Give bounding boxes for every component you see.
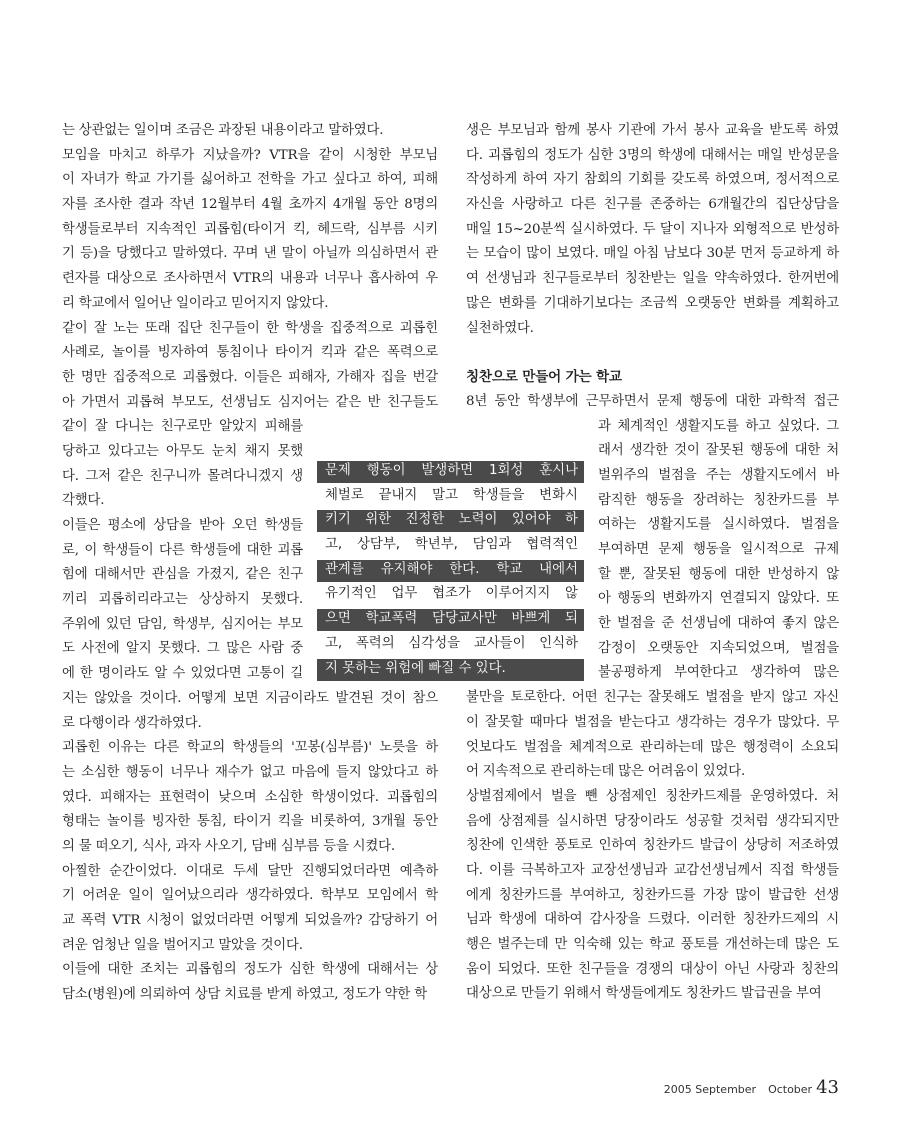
text-line: 벌위주의 벌점을 주는 생활지도에서 바 bbox=[598, 467, 839, 483]
text-line: 련자를 대상으로 조사하면서 VTR의 내용과 너무나 흡사하여 우 bbox=[62, 271, 438, 287]
text-line: 는 상관없는 일이며 조금은 과장된 내용이라고 말하였다. bbox=[62, 123, 384, 138]
text-line: 기 등)을 당했다고 말하였다. 꾸며 낸 말이 아닐까 의심하면서 관 bbox=[62, 246, 438, 262]
text-line: 교 폭력 VTR 시청이 없었더라면 어떻게 되었을까? 감당하기 어 bbox=[62, 913, 438, 928]
footer-issue-date: 2005 September bbox=[663, 1083, 757, 1096]
text-line: 힘에 대해서만 관심을 가졌지, 같은 친구 bbox=[62, 567, 303, 583]
text-line: 모임을 마치고 하루가 지났을까? VTR을 같이 시청한 부모님 bbox=[62, 147, 438, 163]
text-line: 엇보다도 벌점을 체계적으로 관리하는데 많은 행정력이 소요되 bbox=[466, 739, 839, 755]
text-line: 의 물 떠오기, 식사, 과자 사오기, 담배 심부름 등을 시켰다. bbox=[62, 838, 395, 854]
text-line: 불공평하게 부여한다고 생각하여 많은 bbox=[598, 665, 839, 681]
text-line: 에게 칭찬카드를 부여하고, 칭찬카드를 가장 많이 발급한 선생 bbox=[466, 887, 839, 903]
text-line: 사례로, 놀이를 빙자하여 통침이나 타이거 킥과 같은 폭력으로 bbox=[62, 345, 438, 361]
text-line: 많은 변화를 기대하기보다는 조금씩 오랫동안 변화를 계획하고 bbox=[466, 295, 839, 311]
text-line: 한 명만 집중적으로 괴롭혔다. 이들은 피해자, 가해자 집을 번갈 bbox=[62, 369, 438, 385]
footer-month: October bbox=[768, 1083, 813, 1096]
text-line: 도 사전에 알지 못했다. 그 많은 사람 중 bbox=[62, 641, 303, 657]
text-line: 아 행동의 변화까지 연결되지 않았다. 또 bbox=[598, 591, 839, 607]
pull-quote-line: 고, 폭력의 심각성을 교사들이 인식하 bbox=[317, 634, 584, 659]
text-line: 같이 잘 노는 또래 집단 친구들이 한 학생을 집중적으로 괴롭힌 bbox=[62, 320, 438, 336]
text-line: 8년 동안 학생부에 근무하면서 문제 행동에 대한 과학적 접근 bbox=[466, 393, 839, 409]
text-line: 에 한 명이라도 알 수 있었다면 고통이 길 bbox=[62, 666, 303, 682]
text-line: 주위에 있던 담임, 학생부, 심지어는 부모 bbox=[62, 616, 303, 632]
section-heading: 칭찬으로 만들어 가는 학교 bbox=[466, 369, 622, 386]
text-line: 담소(병원)에 의뢰하여 상담 치료를 받게 하였고, 정도가 약한 학 bbox=[62, 987, 427, 1003]
text-line: 리 학교에서 일어난 일이라고 믿어지지 않았다. bbox=[62, 295, 329, 311]
text-line: 이 자녀가 학교 가기를 싫어하고 전학을 가고 싶다고 하여, 피해 bbox=[62, 172, 438, 188]
pull-quote-line: 체벌로 끝내지 말고 학생들을 변화시 bbox=[317, 486, 584, 511]
text-line: 는 소심한 행동이 너무나 재수가 없고 마음에 들지 않았다고 하 bbox=[62, 764, 438, 780]
text-line: 음에 상점제를 실시하면 당장이라도 성공할 것처럼 생각되지만 bbox=[466, 813, 839, 829]
pull-quote-line: 으면 학교폭력 담당교사만 바쁘게 되 bbox=[317, 609, 584, 631]
pull-quote-line: 문제 행동이 발생하면 1회성 훈시나 bbox=[317, 461, 584, 483]
text-line: 칭찬에 인색한 풍토로 인하여 칭찬카드 발급이 상당히 저조하였 bbox=[466, 838, 839, 854]
text-line: 한 벌점을 준 선생님에 대하여 좋지 않은 bbox=[598, 616, 839, 632]
text-line: 같이 잘 다니는 친구로만 알았지 피해를 bbox=[62, 419, 303, 435]
text-line: 이 잘못할 때마다 벌점을 받는다고 생각하는 경우가 많았다. 무 bbox=[466, 714, 839, 730]
pull-quote-line: 관계를 유지해야 한다. 학교 내에서 bbox=[317, 560, 584, 582]
text-line: 대상으로 만들기 위해서 학생들에게도 칭찬카드 발급권을 부여 bbox=[466, 986, 822, 1002]
text-line: 학생들로부터 지속적인 괴롭힘(타이거 킥, 헤드락, 심부름 시키 bbox=[62, 221, 438, 237]
text-line: 움이 되었다. 또한 친구들을 경쟁의 대상이 아닌 사랑과 칭찬의 bbox=[466, 961, 839, 977]
text-line: 자를 조사한 결과 작년 12월부터 4월 초까지 4개월 동안 8명의 bbox=[62, 197, 438, 213]
right-column-top bbox=[466, 119, 839, 341]
text-line: 아찔한 순간이었다. 이대로 두세 달만 진행되었더라면 예측하 bbox=[62, 863, 438, 879]
text-line: 부여하면 문제 행동을 일시적으로 규제 bbox=[598, 542, 839, 557]
text-line: 이들은 평소에 상담을 받아 오던 학생들 bbox=[62, 518, 303, 533]
text-line: 님과 학생에 대하여 감사장을 드렸다. 이러한 칭찬카드제의 시 bbox=[466, 912, 839, 928]
text-line: 과 체계적인 생활지도를 하고 싶었다. 그 bbox=[598, 418, 839, 434]
text-line: 생은 부모님과 함께 봉사 기관에 가서 봉사 교육을 받도록 하였 bbox=[466, 123, 839, 138]
text-line: 감정이 오랫동안 지속되었으며, 벌점을 bbox=[598, 640, 839, 656]
text-line: 여 선생님과 친구들로부터 칭찬받는 일을 약속하였다. 한꺼번에 bbox=[466, 271, 839, 287]
text-line: 기 어려운 일이 일어났으리라 생각하였다. 학부모 모임에서 학 bbox=[62, 888, 438, 904]
pull-quote-line: 키기 위한 진정한 노력이 있어야 하 bbox=[317, 510, 584, 532]
text-line: 다. 괴롭힘의 정도가 심한 3명의 학생에 대해서는 매일 반성문을 bbox=[466, 147, 839, 163]
pull-quote-line: 고, 상담부, 학년부, 담임과 협력적인 bbox=[317, 535, 584, 560]
text-line: 당하고 있다고는 아무도 눈치 채지 못했 bbox=[62, 443, 303, 459]
text-line: 래서 생각한 것이 잘못된 행동에 대한 처 bbox=[598, 443, 839, 459]
text-line: 자신을 사랑하고 다른 친구를 존중하는 6개월간의 집단상담을 bbox=[466, 197, 839, 213]
text-line: 괴롭힌 이유는 다른 학교의 학생들의 '꼬봉(심부름)' 노릇을 하 bbox=[62, 740, 438, 756]
text-line: 이들에 대한 조치는 괴롭힘의 정도가 심한 학생에 대해서는 상 bbox=[62, 962, 438, 978]
text-line: 어 지속적으로 관리하는데 많은 어려움이 있었다. bbox=[466, 764, 746, 780]
text-line: 로, 이 학생들이 다른 학생들에 대한 괴롭 bbox=[62, 542, 303, 558]
text-line: 불만을 토로한다. 어떤 친구는 잘못해도 벌점을 받지 않고 자신 bbox=[466, 690, 839, 706]
text-line: 행은 벌주는데 만 익숙해 있는 학교 풍토를 개선하는데 많은 도 bbox=[466, 937, 839, 952]
text-line: 는 모습이 많이 보였다. 매일 아침 남보다 30분 먼저 등교하게 하 bbox=[466, 246, 839, 262]
page-footer bbox=[664, 1077, 839, 1098]
text-line: 아 가면서 괴롭혀 부모도, 선생님도 심지어는 같은 반 친구들도 bbox=[62, 394, 438, 410]
text-line: 매일 15~20분씩 실시하였다. 두 달이 지나자 외형적으로 반성하 bbox=[466, 221, 839, 237]
text-line: 지는 않았을 것이다. 어떻게 보면 지금이라도 발견된 것이 참으 bbox=[62, 690, 438, 706]
page-number: 43 bbox=[816, 1077, 839, 1098]
text-line: 상벌점제에서 벌을 뺀 상점제인 칭찬카드제를 운영하였다. 처 bbox=[466, 788, 839, 804]
text-line: 실천하였다. bbox=[466, 320, 534, 336]
text-line: 였다. 피해자는 표현력이 낮으며 소심한 학생이었다. 괴롭힘의 bbox=[62, 789, 438, 805]
text-line: 여하는 생활지도를 실시하였다. 벌점을 bbox=[598, 517, 839, 533]
text-line: 다. 이를 극복하고자 교장선생님과 교감선생님께서 직접 학생들 bbox=[466, 862, 839, 878]
text-line: 형태는 놀이를 빙자한 통침, 타이거 킥을 비롯하여, 3개월 동안 bbox=[62, 814, 438, 830]
text-line: 로 다행이라 생각하였다. bbox=[62, 715, 202, 731]
text-line: 다. 그저 같은 친구니까 몰려다니겠지 생 bbox=[62, 468, 303, 484]
text-line: 려운 엄청난 일을 벌어지고 말았을 것이다. bbox=[62, 937, 303, 953]
text-line: 할 뿐, 잘못된 행동에 대한 반성하지 않 bbox=[598, 566, 839, 582]
text-line: 람직한 행동을 장려하는 칭찬카드를 부 bbox=[598, 492, 839, 508]
pull-quote bbox=[317, 461, 584, 683]
pull-quote-line: 유기적인 업무 협조가 이루어지지 않 bbox=[317, 584, 584, 609]
text-line: 끼리 괴롭히리라고는 상상하지 못했다. bbox=[62, 592, 303, 608]
text-line: 각했다. bbox=[62, 493, 105, 509]
pull-quote-line: 지 못하는 위험에 빠질 수 있다. bbox=[317, 659, 584, 681]
text-line: 작성하게 하여 자기 참회의 기회를 갖도록 하였으며, 정서적으로 bbox=[466, 172, 839, 188]
